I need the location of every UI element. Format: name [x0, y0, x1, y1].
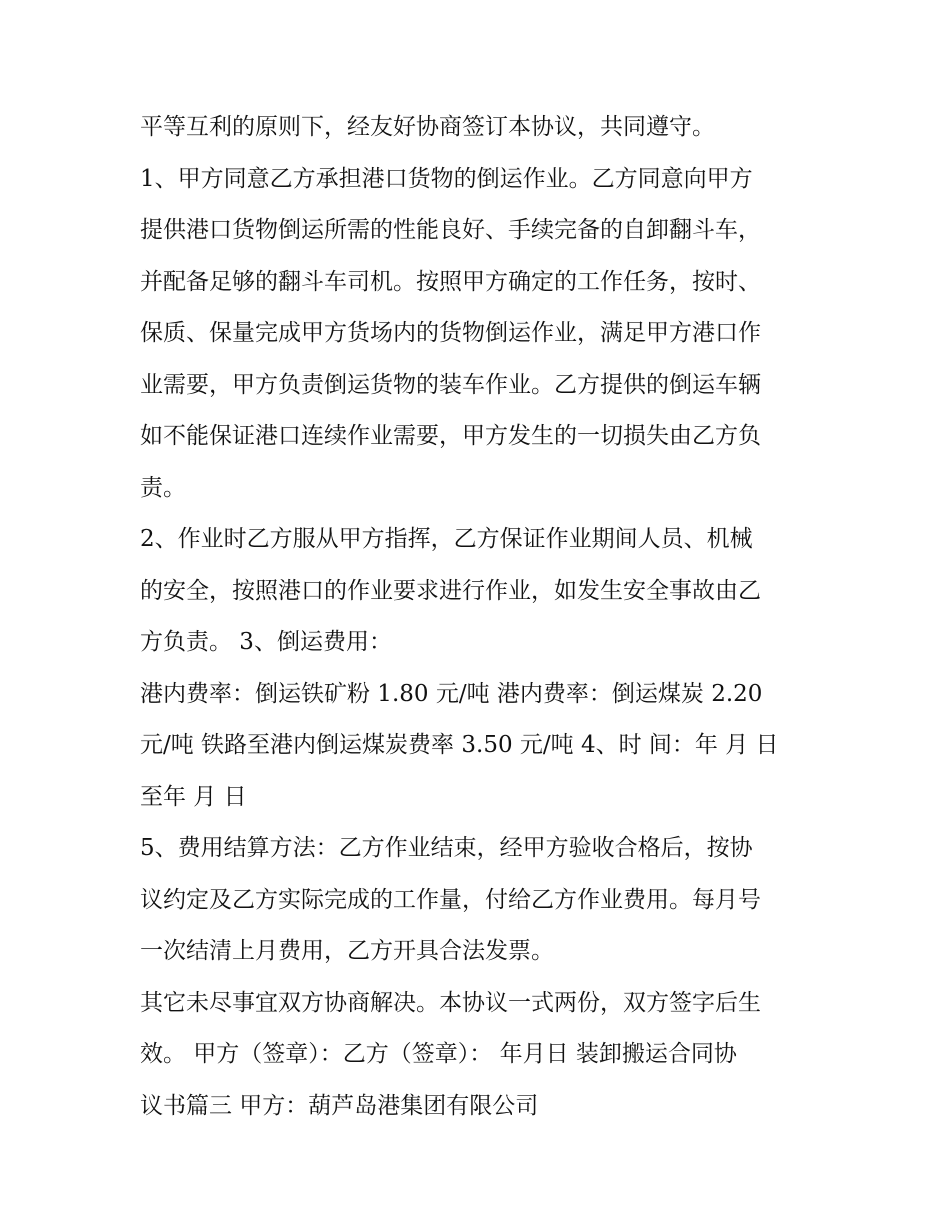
text-line: 元/吨 铁路至港内倒运煤炭费率 3.50 元/吨 4、时 间：年 月 日 — [140, 732, 779, 758]
text-line: 业需要，甲方负责倒运货物的装车作业。乙方提供的倒运车辆 — [140, 371, 761, 398]
text-line: 提供港口货物倒运所需的性能良好、手续完备的自卸翻斗车， — [140, 217, 761, 243]
document-body — [140, 102, 820, 1132]
text-line: 并配备足够的翻斗车司机。按照甲方确定的工作任务，按时、 — [140, 268, 761, 295]
text-line: 保质、保量完成甲方货场内的货物倒运作业，满足甲方港口作 — [140, 320, 761, 346]
text-line: 平等互利的原则下，经友好协商签订本协议，共同遵守。 — [140, 114, 715, 140]
text-line: 的安全，按照港口的作业要求进行作业，如发生安全事故由乙 — [140, 577, 761, 604]
text-line: 其它未尽事宜双方协商解决。本协议一式两份，双方签字后生 — [140, 989, 761, 1016]
text-line: 港内费率：倒运铁矿粉 1.80 元/吨 港内费率：倒运煤炭 2.20 — [140, 680, 763, 707]
text-line: 效。 甲方（签章）：乙方（签章）： 年月日 装卸搬运合同协 — [140, 1041, 737, 1067]
text-line: 方负责。 3、倒运费用： — [140, 629, 392, 655]
text-line: 1、甲方同意乙方承担港口货物的倒运作业。乙方同意向甲方 — [140, 165, 753, 192]
text-line: 责。 — [140, 474, 186, 501]
text-line: 2、作业时乙方服从甲方指挥，乙方保证作业期间人员、机械 — [140, 526, 753, 552]
text-line: 一次结清上月费用，乙方开具合法发票。 — [140, 938, 554, 964]
text-line: 至年 月 日 — [140, 783, 247, 810]
text-line: 议约定及乙方实际完成的工作量，付给乙方作业费用。每月号 — [140, 886, 761, 913]
text-line: 如不能保证港口连续作业需要，甲方发生的一切损失由乙方负 — [140, 423, 761, 449]
text-line: 5、费用结算方法：乙方作业结束，经甲方验收合格后，按协 — [140, 835, 753, 861]
text-line: 议书篇三 甲方：葫芦岛港集团有限公司 — [140, 1092, 539, 1119]
